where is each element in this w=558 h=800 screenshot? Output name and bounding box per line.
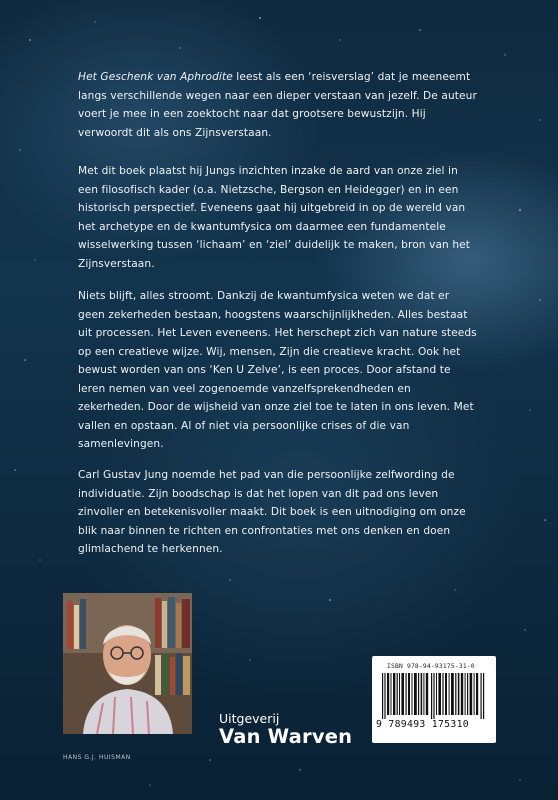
isbn-text: ISBN 978-94-93175-31-0 xyxy=(387,663,475,670)
barcode xyxy=(372,656,496,743)
paragraph-2: Met dit boek plaatst hij Jungs inzichten inzake de aard van onze ziel in een filosofisch kader (o.a. Nietzsche, Bergson en Heidegger) en in een historisch perspectief. Eveneens gaat hij uitgebreid in op de wereld van het archetype en de kwantumfysica om daarmee een fundamentele wisselwerking tussen ‘lichaam’ en ‘ziel’ duidelijk te maken, bron van het Zijnsverstaan. xyxy=(78,165,471,270)
barcode-bars xyxy=(382,673,486,719)
paragraph-1-text: leest als een ‘reisverslag’ dat je meeneemt langs verschillende wegen naar een dieper verstaan van jezelf. De auteur voert je mee in een zoektocht naar dat grootsere bewustzijn. Hij verwoordt dit als ons Zijnsverstaan. xyxy=(78,71,477,139)
author-photo xyxy=(63,593,192,734)
publisher-label: Uitgeverij xyxy=(219,711,280,726)
paragraph-4: Carl Gustav Jung noemde het pad van die persoonlijke zelfwording de individuatie. Zijn boodschap is dat het lopen van dit pad ons leven zinvoller en betekenisvoller maakt. Dit boek is een uitnodiging om onze blik naar binnen te richten en confrontaties met ons denken en doen glimlachend te herkennen. xyxy=(78,469,466,555)
publisher-name: Van Warven xyxy=(219,725,353,748)
publisher-logo xyxy=(219,712,352,748)
paragraph-1 xyxy=(78,68,478,142)
book-title: Het Geschenk van Aphrodite xyxy=(78,71,233,83)
author-caption: HANS G.J. HUISMAN xyxy=(63,754,131,761)
paragraph-3: Niets blijft, alles stroomt. Dankzij de kwantumfysica weten we dat er geen zekerheden bestaan, hoogstens waarschijnlijkheden. Alles bestaat uit processen. Het Leven eveneens. Het herschept zich van nature steeds op een creatieve wijze. Wij, mensen, Zijn die creatieve kracht. Ook het bewust worden van ons ‘Ken U Zelve’, is een proces. Door afstand te leren nemen van veel zogenoemde vanzelfsprekendheden en zekerheden. Door de wijsheid van onze ziel toe te laten in ons leven. Met vallen en opstaan. Al of niet via persoonlijke crises of die van samenlevingen. xyxy=(78,290,477,450)
ean-number: 9 789493 175310 xyxy=(376,719,469,730)
